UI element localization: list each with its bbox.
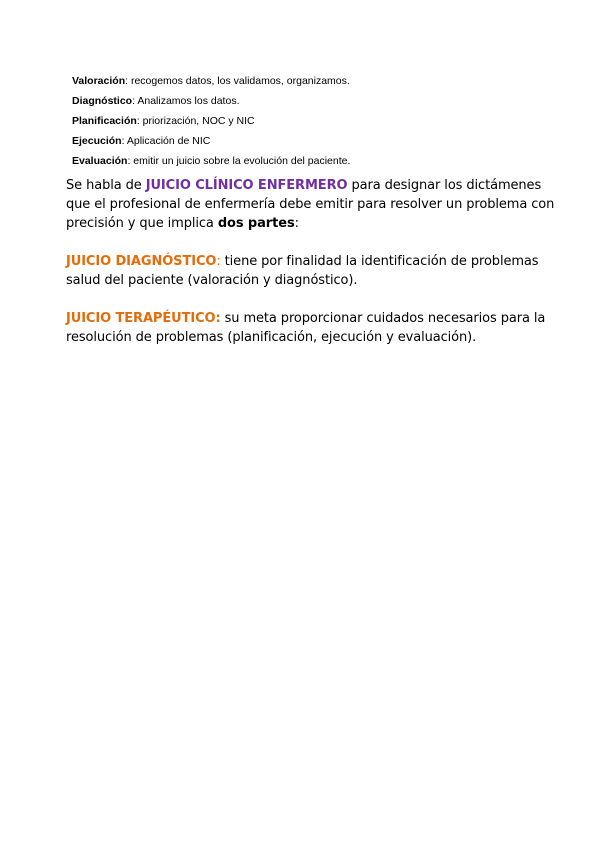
therapeutic-text: su meta proporcionar cuidados necesarios para la resolución de problemas (planificación, ejecución y evaluación). <box>66 311 546 345</box>
step-item-evaluacion <box>72 151 532 171</box>
step-term: Diagnóstico <box>72 95 133 107</box>
step-description: : Aplicación de NIC <box>121 135 211 147</box>
step-term: Evaluación <box>72 155 128 167</box>
intro-paragraph <box>66 176 566 233</box>
therapeutic-heading: JUICIO TERAPÉUTICO: <box>66 311 221 326</box>
intro-middle: para designar los dictámenes que el profesional de enfermería debe emitir para resolver un problema con precisión y que implica <box>66 178 555 231</box>
diagnostic-heading: JUICIO DIAGNÓSTICO <box>66 254 217 269</box>
diagnostic-colon: : <box>216 254 221 269</box>
nursing-process-steps <box>72 71 532 171</box>
step-term: Valoración <box>72 75 126 87</box>
main-text <box>66 176 566 366</box>
therapeutic-paragraph <box>66 309 566 347</box>
step-description: : Analizamos los datos. <box>132 95 240 107</box>
step-item-planificacion <box>72 111 532 131</box>
two-parts-bold: dos partes <box>217 216 295 231</box>
step-description: : recogemos datos, los validamos, organizamos. <box>125 75 350 87</box>
intro-after: : <box>294 216 299 231</box>
step-item-diagnostico <box>72 91 532 111</box>
step-description: : emitir un juicio sobre la evolución del paciente. <box>127 155 351 167</box>
diagnostic-paragraph <box>66 252 566 290</box>
step-item-valoracion <box>72 71 532 91</box>
diagnostic-text: tiene por finalidad la identificación de problemas salud del paciente (valoración y diagnóstico). <box>66 254 539 288</box>
clinical-judgment-highlight: JUICIO CLÍNICO ENFERMERO <box>145 178 348 193</box>
step-term: Ejecución <box>72 135 122 147</box>
step-term: Planificación <box>72 115 137 127</box>
step-description: : priorización, NOC y NIC <box>136 115 255 127</box>
intro-before: Se habla de <box>66 178 146 193</box>
step-item-ejecucion <box>72 131 532 151</box>
